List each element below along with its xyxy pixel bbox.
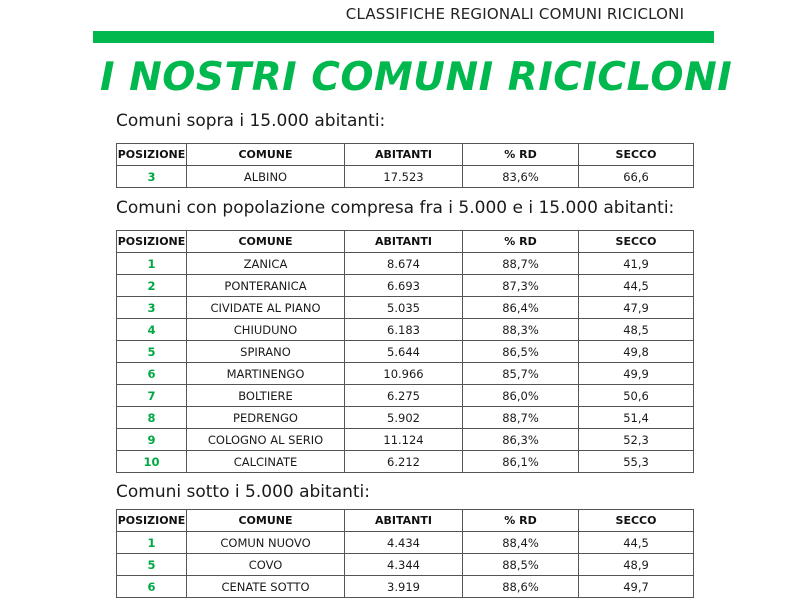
cell-rd: 86,5% — [463, 341, 579, 363]
cell-abitanti: 6.183 — [345, 319, 463, 341]
cell-secco: 50,6 — [579, 385, 694, 407]
cell-posizione: 10 — [117, 451, 187, 473]
cell-posizione: 3 — [117, 297, 187, 319]
section-heading-over-15000: Comuni sopra i 15.000 abitanti: — [116, 111, 386, 131]
cell-abitanti: 8.674 — [345, 253, 463, 275]
cell-rd: 88,4% — [463, 532, 579, 554]
table-header-row — [117, 510, 694, 532]
cell-secco: 41,9 — [579, 253, 694, 275]
table-row — [117, 429, 694, 451]
col-header-secco: SECCO — [579, 510, 694, 532]
table-row — [117, 576, 694, 598]
cell-posizione: 5 — [117, 341, 187, 363]
cell-secco: 51,4 — [579, 407, 694, 429]
cell-abitanti: 3.919 — [345, 576, 463, 598]
table-row — [117, 363, 694, 385]
cell-abitanti: 6.275 — [345, 385, 463, 407]
col-header-comune: COMUNE — [187, 144, 345, 166]
cell-rd: 87,3% — [463, 275, 579, 297]
cell-abitanti: 4.344 — [345, 554, 463, 576]
cell-abitanti: 5.644 — [345, 341, 463, 363]
table-row — [117, 554, 694, 576]
col-header-rd: % RD — [463, 510, 579, 532]
table-row — [117, 253, 694, 275]
cell-abitanti: 11.124 — [345, 429, 463, 451]
green-divider-bar — [93, 31, 714, 43]
cell-secco: 47,9 — [579, 297, 694, 319]
cell-rd: 88,7% — [463, 253, 579, 275]
cell-rd: 86,4% — [463, 297, 579, 319]
cell-comune: COVO — [187, 554, 345, 576]
cell-comune: COMUN NUOVO — [187, 532, 345, 554]
col-header-abitanti: ABITANTI — [345, 144, 463, 166]
cell-secco: 66,6 — [579, 166, 694, 188]
cell-comune: CALCINATE — [187, 451, 345, 473]
cell-rd: 88,3% — [463, 319, 579, 341]
table-over-15000 — [116, 143, 694, 188]
cell-secco: 49,8 — [579, 341, 694, 363]
cell-comune: CENATE SOTTO — [187, 576, 345, 598]
table-row — [117, 532, 694, 554]
cell-comune: SPIRANO — [187, 341, 345, 363]
cell-abitanti: 10.966 — [345, 363, 463, 385]
table-row — [117, 319, 694, 341]
table-row — [117, 297, 694, 319]
table-row — [117, 407, 694, 429]
cell-secco: 48,9 — [579, 554, 694, 576]
table-row — [117, 385, 694, 407]
cell-comune: CHIUDUNO — [187, 319, 345, 341]
cell-posizione: 1 — [117, 253, 187, 275]
cell-secco: 44,5 — [579, 532, 694, 554]
table-row — [117, 166, 694, 188]
col-header-rd: % RD — [463, 144, 579, 166]
cell-posizione: 2 — [117, 275, 187, 297]
col-header-posizione: POSIZIONE — [117, 510, 187, 532]
table-row — [117, 341, 694, 363]
cell-rd: 83,6% — [463, 166, 579, 188]
cell-abitanti: 6.693 — [345, 275, 463, 297]
cell-comune: PEDRENGO — [187, 407, 345, 429]
cell-comune: BOLTIERE — [187, 385, 345, 407]
cell-comune: PONTERANICA — [187, 275, 345, 297]
cell-rd: 88,7% — [463, 407, 579, 429]
cell-secco: 48,5 — [579, 319, 694, 341]
table-header-row — [117, 231, 694, 253]
col-header-abitanti: ABITANTI — [345, 231, 463, 253]
cell-rd: 86,3% — [463, 429, 579, 451]
section-heading-under-5000: Comuni sotto i 5.000 abitanti: — [116, 482, 371, 502]
cell-comune: CIVIDATE AL PIANO — [187, 297, 345, 319]
cell-comune: MARTINENGO — [187, 363, 345, 385]
cell-secco: 52,3 — [579, 429, 694, 451]
cell-secco: 55,3 — [579, 451, 694, 473]
page-title: I NOSTRI COMUNI RICICLONI — [100, 55, 733, 100]
cell-rd: 85,7% — [463, 363, 579, 385]
cell-secco: 44,5 — [579, 275, 694, 297]
table-row — [117, 451, 694, 473]
cell-posizione: 3 — [117, 166, 187, 188]
col-header-comune: COMUNE — [187, 231, 345, 253]
cell-secco: 49,9 — [579, 363, 694, 385]
cell-posizione: 1 — [117, 532, 187, 554]
cell-rd: 88,5% — [463, 554, 579, 576]
cell-rd: 88,6% — [463, 576, 579, 598]
col-header-secco: SECCO — [579, 231, 694, 253]
cell-abitanti: 4.434 — [345, 532, 463, 554]
cell-comune: COLOGNO AL SERIO — [187, 429, 345, 451]
cell-posizione: 5 — [117, 554, 187, 576]
cell-rd: 86,1% — [463, 451, 579, 473]
col-header-secco: SECCO — [579, 144, 694, 166]
col-header-rd: % RD — [463, 231, 579, 253]
table-header-row — [117, 144, 694, 166]
table-under-5000 — [116, 509, 694, 598]
col-header-abitanti: ABITANTI — [345, 510, 463, 532]
cell-posizione: 7 — [117, 385, 187, 407]
cell-posizione: 4 — [117, 319, 187, 341]
col-header-posizione: POSIZIONE — [117, 231, 187, 253]
cell-posizione: 8 — [117, 407, 187, 429]
header-subtitle: CLASSIFICHE REGIONALI COMUNI RICICLONI — [345, 5, 685, 23]
table-row — [117, 275, 694, 297]
cell-posizione: 6 — [117, 576, 187, 598]
cell-abitanti: 5.035 — [345, 297, 463, 319]
cell-secco: 49,7 — [579, 576, 694, 598]
cell-abitanti: 6.212 — [345, 451, 463, 473]
cell-posizione: 9 — [117, 429, 187, 451]
cell-abitanti: 5.902 — [345, 407, 463, 429]
cell-posizione: 6 — [117, 363, 187, 385]
col-header-posizione: POSIZIONE — [117, 144, 187, 166]
cell-comune: ALBINO — [187, 166, 345, 188]
cell-abitanti: 17.523 — [345, 166, 463, 188]
col-header-comune: COMUNE — [187, 510, 345, 532]
section-heading-5000-15000: Comuni con popolazione compresa fra i 5.000 e i 15.000 abitanti: — [116, 198, 675, 218]
table-5000-15000 — [116, 230, 694, 473]
cell-comune: ZANICA — [187, 253, 345, 275]
cell-rd: 86,0% — [463, 385, 579, 407]
